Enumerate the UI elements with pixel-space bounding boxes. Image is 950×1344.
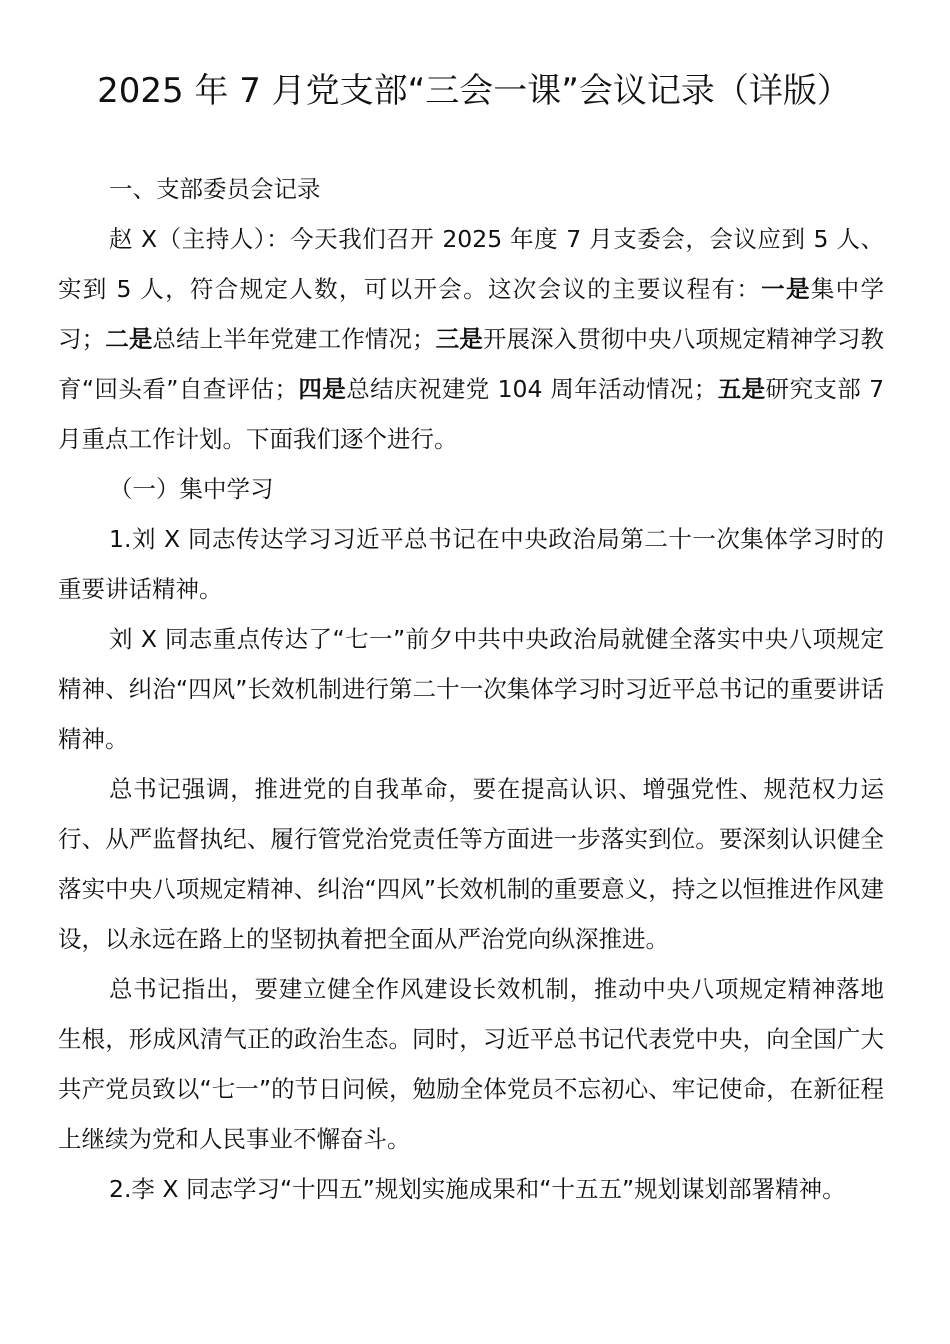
study-item-1-title: 1.刘 X 同志传达学习习近平总书记在中央政治局第二十一次集体学习时的重要讲话精神。 bbox=[58, 525, 884, 603]
agenda-item-1-label: 一是 bbox=[761, 275, 811, 303]
agenda-item-5-text: 研究支部 7 月重点工作计划。下面我们逐个进行。 bbox=[58, 375, 885, 453]
study-item-2-title: 2.李 X 同志学习“十四五”规划实施成果和“十五五”规划谋划部署精神。 bbox=[109, 1175, 846, 1203]
section-heading-committee-record: 一、支部委员会记录 bbox=[109, 175, 321, 203]
agenda-item-2-text: 总结上半年党建工作情况； bbox=[152, 325, 436, 353]
agenda-item-4-label: 四是 bbox=[297, 375, 347, 403]
document-body bbox=[58, 164, 884, 1214]
agenda-item-2-label: 二是 bbox=[105, 325, 153, 353]
agenda-item-5-label: 五是 bbox=[717, 375, 766, 403]
document-title: 2025 年 7 月党支部“三会一课”会议记录（详版） bbox=[97, 71, 851, 111]
study-item-1-paragraph-1: 刘 X 同志重点传达了“七一”前夕中共中央政治局就健全落实中央八项规定精神、纠治“四风”长效机制进行第二十一次集体学习时习近平总书记的重要讲话精神。 bbox=[58, 625, 884, 753]
agenda-item-3-label: 三是 bbox=[435, 325, 483, 353]
agenda-item-1-text: 集中学习； bbox=[58, 275, 885, 353]
agenda-intro-text: 赵 X（主持人）：今天我们召开 2025 年度 7 月支委会，会议应到 5 人、实到 5 人，符合规定人数，可以开会。这次会议的主要议程有： bbox=[58, 225, 884, 303]
study-item-1-paragraph-3: 总书记指出，要建立健全作风建设长效机制，推动中央八项规定精神落地生根，形成风清气正的政治生态。同时，习近平总书记代表党中央，向全国广大共产党员致以“七一”的节日问候，勉励全体党员不忘初心、牢记使命，在新征程上继续为党和人民事业不懈奋斗。 bbox=[58, 975, 884, 1153]
agenda-item-3-text: 开展深入贯彻中央八项规定精神学习教育“回头看”自查评估； bbox=[58, 325, 885, 403]
subsection-heading-study: （一）集中学习 bbox=[109, 475, 274, 503]
agenda-item-4-text: 总结庆祝建党 104 周年活动情况； bbox=[346, 375, 718, 403]
meeting-agenda-paragraph bbox=[58, 214, 884, 464]
study-item-1-paragraph-2: 总书记强调，推进党的自我革命，要在提高认识、增强党性、规范权力运行、从严监督执纪、履行管党治党责任等方面进一步落实到位。要深刻认识健全落实中央八项规定精神、纠治“四风”长效机制的重要意义，持之以恒推进作风建设，以永远在路上的坚韧执着把全面从严治党向纵深推进。 bbox=[58, 775, 884, 953]
